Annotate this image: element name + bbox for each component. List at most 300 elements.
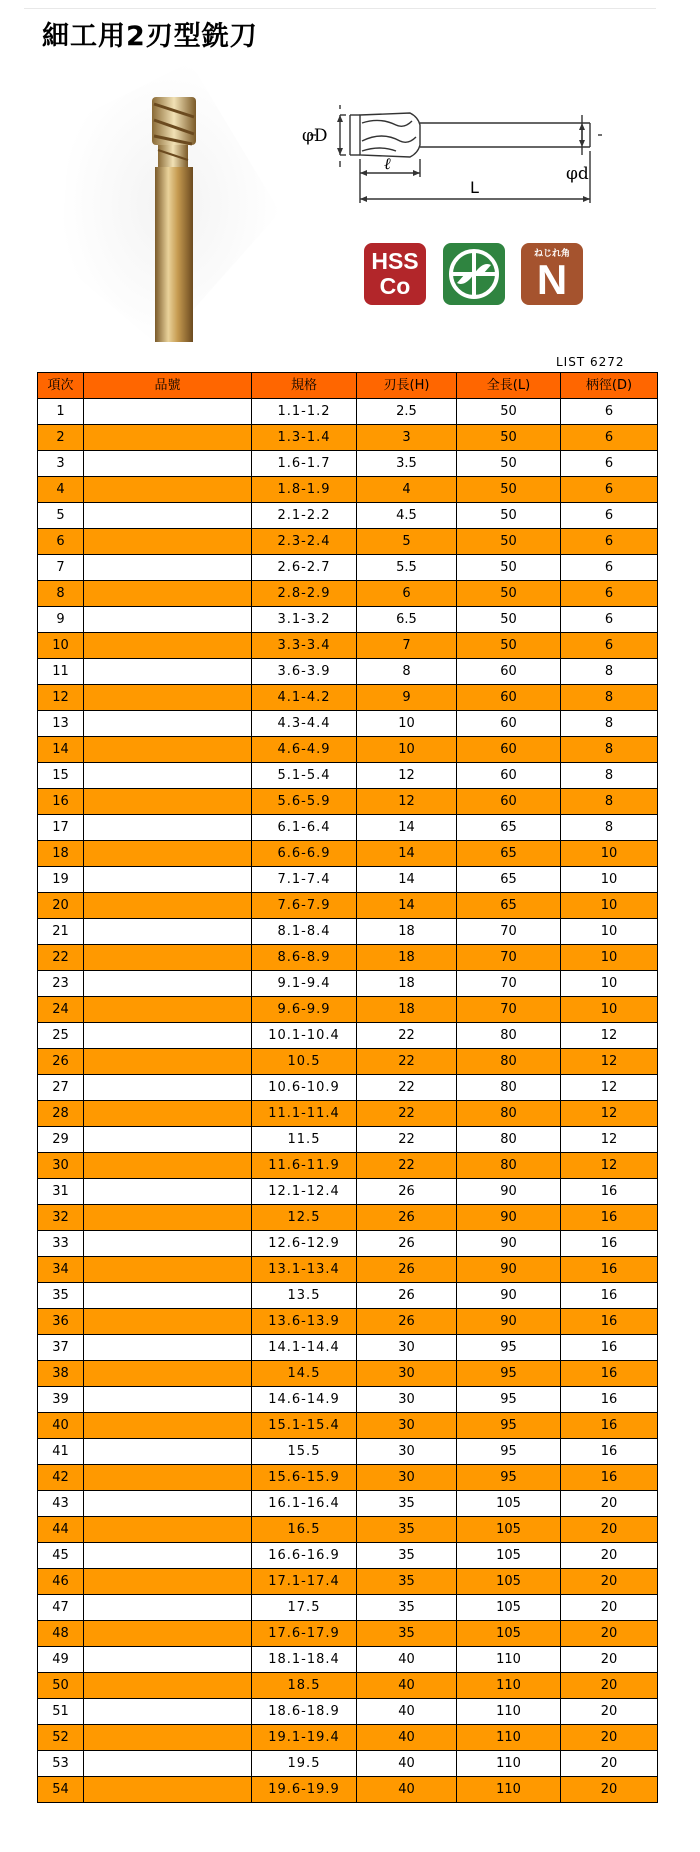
cell-item: 28	[38, 1101, 84, 1127]
cell-part-no	[84, 1621, 252, 1647]
table-row	[38, 503, 658, 529]
table-row	[38, 1725, 658, 1751]
cell-flute-length: 30	[357, 1335, 457, 1361]
cell-overall-length: 80	[457, 1101, 561, 1127]
cell-part-no	[84, 1777, 252, 1803]
cell-item: 20	[38, 893, 84, 919]
cell-item: 9	[38, 607, 84, 633]
cell-part-no	[84, 607, 252, 633]
cell-overall-length: 95	[457, 1465, 561, 1491]
cell-item: 21	[38, 919, 84, 945]
cell-part-no	[84, 893, 252, 919]
cell-part-no	[84, 1439, 252, 1465]
table-row	[38, 1673, 658, 1699]
cell-item: 8	[38, 581, 84, 607]
cell-spec: 13.1-13.4	[252, 1257, 357, 1283]
cell-shank-diameter: 16	[561, 1283, 658, 1309]
cell-overall-length: 50	[457, 425, 561, 451]
table-row	[38, 1699, 658, 1725]
cell-item: 43	[38, 1491, 84, 1517]
table-row	[38, 737, 658, 763]
cell-item: 48	[38, 1621, 84, 1647]
cell-part-no	[84, 1725, 252, 1751]
cell-overall-length: 90	[457, 1205, 561, 1231]
cell-spec: 19.5	[252, 1751, 357, 1777]
cell-part-no	[84, 815, 252, 841]
table-row	[38, 1153, 658, 1179]
cell-overall-length: 50	[457, 633, 561, 659]
cell-item: 40	[38, 1413, 84, 1439]
cell-shank-diameter: 20	[561, 1491, 658, 1517]
cell-shank-diameter: 10	[561, 919, 658, 945]
cell-part-no	[84, 841, 252, 867]
cell-overall-length: 60	[457, 737, 561, 763]
cell-shank-diameter: 10	[561, 997, 658, 1023]
cell-flute-length: 18	[357, 919, 457, 945]
cell-overall-length: 110	[457, 1725, 561, 1751]
cell-flute-length: 12	[357, 763, 457, 789]
table-row	[38, 1101, 658, 1127]
cell-flute-length: 35	[357, 1517, 457, 1543]
cell-spec: 12.6-12.9	[252, 1231, 357, 1257]
cell-flute-length: 6	[357, 581, 457, 607]
cell-overall-length: 80	[457, 1127, 561, 1153]
cell-shank-diameter: 6	[561, 425, 658, 451]
table-row	[38, 1413, 658, 1439]
cell-spec: 3.3-3.4	[252, 633, 357, 659]
cell-part-no	[84, 659, 252, 685]
cell-part-no	[84, 1075, 252, 1101]
cell-part-no	[84, 737, 252, 763]
cell-overall-length: 50	[457, 451, 561, 477]
cell-flute-length: 40	[357, 1725, 457, 1751]
cell-item: 38	[38, 1361, 84, 1387]
table-row	[38, 1777, 658, 1803]
cell-shank-diameter: 16	[561, 1231, 658, 1257]
cell-item: 16	[38, 789, 84, 815]
cell-shank-diameter: 8	[561, 685, 658, 711]
page-title: 細工用2刃型銑刀	[42, 21, 258, 52]
table-row	[38, 1231, 658, 1257]
table-row	[38, 555, 658, 581]
cell-item: 41	[38, 1439, 84, 1465]
cell-flute-length: 26	[357, 1205, 457, 1231]
cell-part-no	[84, 633, 252, 659]
cell-item: 17	[38, 815, 84, 841]
cell-shank-diameter: 12	[561, 1127, 658, 1153]
cell-part-no	[84, 1335, 252, 1361]
table-row	[38, 893, 658, 919]
cell-flute-length: 40	[357, 1699, 457, 1725]
cell-flute-length: 26	[357, 1283, 457, 1309]
cell-spec: 17.5	[252, 1595, 357, 1621]
col-header-overall-length: 全長(L)	[457, 373, 561, 399]
table-row	[38, 1205, 658, 1231]
table-row	[38, 1569, 658, 1595]
cell-item: 10	[38, 633, 84, 659]
cell-shank-diameter: 6	[561, 555, 658, 581]
cell-shank-diameter: 20	[561, 1725, 658, 1751]
table-row	[38, 867, 658, 893]
cell-overall-length: 50	[457, 477, 561, 503]
spec-table	[37, 372, 658, 1803]
table-row	[38, 685, 658, 711]
cell-shank-diameter: 10	[561, 971, 658, 997]
cell-item: 33	[38, 1231, 84, 1257]
cell-shank-diameter: 12	[561, 1153, 658, 1179]
table-row	[38, 399, 658, 425]
cell-overall-length: 105	[457, 1543, 561, 1569]
cell-shank-diameter: 8	[561, 763, 658, 789]
cell-flute-length: 26	[357, 1309, 457, 1335]
table-row	[38, 1595, 658, 1621]
cell-flute-length: 30	[357, 1439, 457, 1465]
cell-shank-diameter: 6	[561, 451, 658, 477]
cell-shank-diameter: 20	[561, 1569, 658, 1595]
cell-part-no	[84, 1231, 252, 1257]
cell-overall-length: 105	[457, 1517, 561, 1543]
cell-spec: 6.6-6.9	[252, 841, 357, 867]
hss-label: HSS	[371, 248, 419, 274]
cell-part-no	[84, 1595, 252, 1621]
table-row	[38, 425, 658, 451]
table-row	[38, 815, 658, 841]
cell-flute-length: 22	[357, 1101, 457, 1127]
cell-part-no	[84, 399, 252, 425]
cell-spec: 5.6-5.9	[252, 789, 357, 815]
cell-item: 6	[38, 529, 84, 555]
cell-shank-diameter: 6	[561, 607, 658, 633]
cell-shank-diameter: 16	[561, 1413, 658, 1439]
col-header-shank-diameter: 柄徑(D)	[561, 373, 658, 399]
cell-spec: 3.1-3.2	[252, 607, 357, 633]
two-flute-cross-section-icon	[443, 243, 505, 305]
cell-part-no	[84, 1465, 252, 1491]
cell-part-no	[84, 789, 252, 815]
table-row	[38, 1335, 658, 1361]
cell-spec: 15.5	[252, 1439, 357, 1465]
co-label: Co	[379, 273, 411, 299]
cell-item: 2	[38, 425, 84, 451]
cell-shank-diameter: 16	[561, 1309, 658, 1335]
cell-spec: 16.6-16.9	[252, 1543, 357, 1569]
cell-item: 42	[38, 1465, 84, 1491]
cell-flute-length: 35	[357, 1595, 457, 1621]
cell-flute-length: 5.5	[357, 555, 457, 581]
table-row	[38, 633, 658, 659]
cell-part-no	[84, 1543, 252, 1569]
cell-overall-length: 65	[457, 815, 561, 841]
table-row	[38, 1751, 658, 1777]
cell-flute-length: 40	[357, 1673, 457, 1699]
cell-overall-length: 50	[457, 581, 561, 607]
helix-angle-label: ねじれ角	[533, 249, 570, 259]
helix-angle-value: N	[536, 256, 568, 303]
cell-flute-length: 18	[357, 997, 457, 1023]
col-header-item: 項次	[38, 373, 84, 399]
cell-part-no	[84, 425, 252, 451]
table-row	[38, 1439, 658, 1465]
cell-item: 15	[38, 763, 84, 789]
cell-overall-length: 50	[457, 529, 561, 555]
cell-flute-length: 14	[357, 893, 457, 919]
cell-spec: 3.6-3.9	[252, 659, 357, 685]
cell-overall-length: 80	[457, 1075, 561, 1101]
cell-item: 11	[38, 659, 84, 685]
cell-shank-diameter: 10	[561, 893, 658, 919]
table-row	[38, 997, 658, 1023]
cell-spec: 10.1-10.4	[252, 1023, 357, 1049]
cell-shank-diameter: 20	[561, 1543, 658, 1569]
cell-item: 47	[38, 1595, 84, 1621]
table-row	[38, 1075, 658, 1101]
cell-part-no	[84, 867, 252, 893]
cell-part-no	[84, 1101, 252, 1127]
cell-spec: 9.6-9.9	[252, 997, 357, 1023]
dimension-diagram	[300, 95, 620, 225]
cell-flute-length: 40	[357, 1751, 457, 1777]
cell-flute-length: 26	[357, 1231, 457, 1257]
table-row	[38, 1257, 658, 1283]
cell-spec: 11.1-11.4	[252, 1101, 357, 1127]
cell-item: 46	[38, 1569, 84, 1595]
cell-item: 4	[38, 477, 84, 503]
cell-shank-diameter: 6	[561, 529, 658, 555]
cell-spec: 7.1-7.4	[252, 867, 357, 893]
overall-length-label: L	[470, 178, 479, 197]
cell-part-no	[84, 1491, 252, 1517]
table-row	[38, 1387, 658, 1413]
cell-spec: 6.1-6.4	[252, 815, 357, 841]
cell-flute-length: 10	[357, 737, 457, 763]
cell-overall-length: 60	[457, 659, 561, 685]
cell-overall-length: 65	[457, 893, 561, 919]
cell-spec: 4.1-4.2	[252, 685, 357, 711]
cell-overall-length: 60	[457, 685, 561, 711]
cell-shank-diameter: 8	[561, 711, 658, 737]
cell-shank-diameter: 16	[561, 1465, 658, 1491]
cell-part-no	[84, 1699, 252, 1725]
cell-overall-length: 105	[457, 1569, 561, 1595]
cell-flute-length: 35	[357, 1491, 457, 1517]
cell-overall-length: 80	[457, 1153, 561, 1179]
cell-flute-length: 35	[357, 1621, 457, 1647]
cell-item: 51	[38, 1699, 84, 1725]
cell-part-no	[84, 1257, 252, 1283]
table-row	[38, 1647, 658, 1673]
cell-item: 39	[38, 1387, 84, 1413]
cell-part-no	[84, 1205, 252, 1231]
cell-shank-diameter: 10	[561, 867, 658, 893]
cell-spec: 17.6-17.9	[252, 1621, 357, 1647]
cell-spec: 11.5	[252, 1127, 357, 1153]
cell-flute-length: 35	[357, 1543, 457, 1569]
cell-spec: 11.6-11.9	[252, 1153, 357, 1179]
two-flute-icon	[443, 243, 505, 305]
cell-spec: 1.1-1.2	[252, 399, 357, 425]
cell-flute-length: 35	[357, 1569, 457, 1595]
cell-spec: 14.5	[252, 1361, 357, 1387]
cell-shank-diameter: 12	[561, 1075, 658, 1101]
table-row	[38, 1491, 658, 1517]
cell-part-no	[84, 1387, 252, 1413]
cell-item: 36	[38, 1309, 84, 1335]
cell-flute-length: 22	[357, 1023, 457, 1049]
cell-overall-length: 60	[457, 763, 561, 789]
cell-part-no	[84, 477, 252, 503]
table-row	[38, 789, 658, 815]
cell-flute-length: 14	[357, 867, 457, 893]
cell-overall-length: 65	[457, 867, 561, 893]
cell-item: 12	[38, 685, 84, 711]
cell-part-no	[84, 1023, 252, 1049]
cell-flute-length: 22	[357, 1075, 457, 1101]
cell-overall-length: 90	[457, 1257, 561, 1283]
cell-overall-length: 95	[457, 1361, 561, 1387]
cell-part-no	[84, 1309, 252, 1335]
cell-item: 30	[38, 1153, 84, 1179]
cell-flute-length: 5	[357, 529, 457, 555]
cell-shank-diameter: 20	[561, 1647, 658, 1673]
cell-part-no	[84, 1751, 252, 1777]
end-mill-photo	[40, 62, 290, 352]
cell-overall-length: 110	[457, 1699, 561, 1725]
cell-spec: 16.5	[252, 1517, 357, 1543]
cell-shank-diameter: 16	[561, 1361, 658, 1387]
cell-spec: 4.3-4.4	[252, 711, 357, 737]
table-row	[38, 451, 658, 477]
table-row	[38, 1023, 658, 1049]
cell-item: 54	[38, 1777, 84, 1803]
cell-shank-diameter: 16	[561, 1257, 658, 1283]
cell-flute-length: 10	[357, 711, 457, 737]
cell-shank-diameter: 16	[561, 1205, 658, 1231]
table-row	[38, 1179, 658, 1205]
cell-shank-diameter: 20	[561, 1699, 658, 1725]
col-header-flute-length: 刃長(H)	[357, 373, 457, 399]
cell-part-no	[84, 555, 252, 581]
cell-shank-diameter: 8	[561, 789, 658, 815]
cell-spec: 8.1-8.4	[252, 919, 357, 945]
cell-shank-diameter: 20	[561, 1673, 658, 1699]
cell-shank-diameter: 20	[561, 1621, 658, 1647]
table-header-row	[38, 373, 658, 399]
cell-item: 34	[38, 1257, 84, 1283]
cell-item: 14	[38, 737, 84, 763]
cell-part-no	[84, 451, 252, 477]
cell-item: 27	[38, 1075, 84, 1101]
cell-spec: 2.3-2.4	[252, 529, 357, 555]
cell-item: 49	[38, 1647, 84, 1673]
table-row	[38, 945, 658, 971]
cell-part-no	[84, 763, 252, 789]
table-row	[38, 841, 658, 867]
cell-item: 50	[38, 1673, 84, 1699]
cell-shank-diameter: 8	[561, 659, 658, 685]
table-row	[38, 1049, 658, 1075]
cell-flute-length: 6.5	[357, 607, 457, 633]
cell-item: 7	[38, 555, 84, 581]
cell-item: 29	[38, 1127, 84, 1153]
top-rule	[24, 8, 656, 9]
cell-shank-diameter: 6	[561, 399, 658, 425]
cell-part-no	[84, 1361, 252, 1387]
cell-shank-diameter: 8	[561, 737, 658, 763]
cell-spec: 2.6-2.7	[252, 555, 357, 581]
cell-overall-length: 50	[457, 607, 561, 633]
cell-flute-length: 26	[357, 1257, 457, 1283]
cell-spec: 16.1-16.4	[252, 1491, 357, 1517]
cell-spec: 2.1-2.2	[252, 503, 357, 529]
cell-overall-length: 70	[457, 971, 561, 997]
cell-flute-length: 30	[357, 1413, 457, 1439]
table-row	[38, 1621, 658, 1647]
cell-spec: 10.6-10.9	[252, 1075, 357, 1101]
table-row	[38, 1517, 658, 1543]
cell-spec: 2.8-2.9	[252, 581, 357, 607]
cell-overall-length: 110	[457, 1673, 561, 1699]
cell-overall-length: 95	[457, 1413, 561, 1439]
cell-overall-length: 90	[457, 1283, 561, 1309]
cell-overall-length: 70	[457, 919, 561, 945]
cell-flute-length: 12	[357, 789, 457, 815]
cell-part-no	[84, 1153, 252, 1179]
cell-shank-diameter: 16	[561, 1439, 658, 1465]
cell-item: 26	[38, 1049, 84, 1075]
cell-item: 23	[38, 971, 84, 997]
cell-shank-diameter: 10	[561, 841, 658, 867]
table-row	[38, 1543, 658, 1569]
cell-spec: 4.6-4.9	[252, 737, 357, 763]
cell-shank-diameter: 8	[561, 815, 658, 841]
cell-item: 1	[38, 399, 84, 425]
cell-spec: 17.1-17.4	[252, 1569, 357, 1595]
cell-overall-length: 60	[457, 789, 561, 815]
cell-spec: 9.1-9.4	[252, 971, 357, 997]
cell-flute-length: 40	[357, 1647, 457, 1673]
cell-spec: 13.6-13.9	[252, 1309, 357, 1335]
cell-part-no	[84, 581, 252, 607]
cell-part-no	[84, 1127, 252, 1153]
table-row	[38, 1283, 658, 1309]
cell-overall-length: 110	[457, 1647, 561, 1673]
cell-item: 35	[38, 1283, 84, 1309]
cell-flute-length: 30	[357, 1361, 457, 1387]
cell-overall-length: 60	[457, 711, 561, 737]
cell-part-no	[84, 685, 252, 711]
spec-table-body	[38, 399, 658, 1803]
flute-length-label: ℓ	[384, 154, 391, 173]
cell-spec: 1.8-1.9	[252, 477, 357, 503]
cell-spec: 15.6-15.9	[252, 1465, 357, 1491]
cell-flute-length: 4	[357, 477, 457, 503]
cell-part-no	[84, 1283, 252, 1309]
cell-part-no	[84, 711, 252, 737]
table-row	[38, 1127, 658, 1153]
cell-spec: 18.1-18.4	[252, 1647, 357, 1673]
table-row	[38, 763, 658, 789]
cell-spec: 10.5	[252, 1049, 357, 1075]
cell-shank-diameter: 16	[561, 1335, 658, 1361]
cell-part-no	[84, 1673, 252, 1699]
cell-overall-length: 90	[457, 1309, 561, 1335]
cell-overall-length: 90	[457, 1231, 561, 1257]
cell-item: 52	[38, 1725, 84, 1751]
cell-overall-length: 110	[457, 1751, 561, 1777]
cell-shank-diameter: 16	[561, 1387, 658, 1413]
cell-item: 53	[38, 1751, 84, 1777]
cell-overall-length: 105	[457, 1491, 561, 1517]
